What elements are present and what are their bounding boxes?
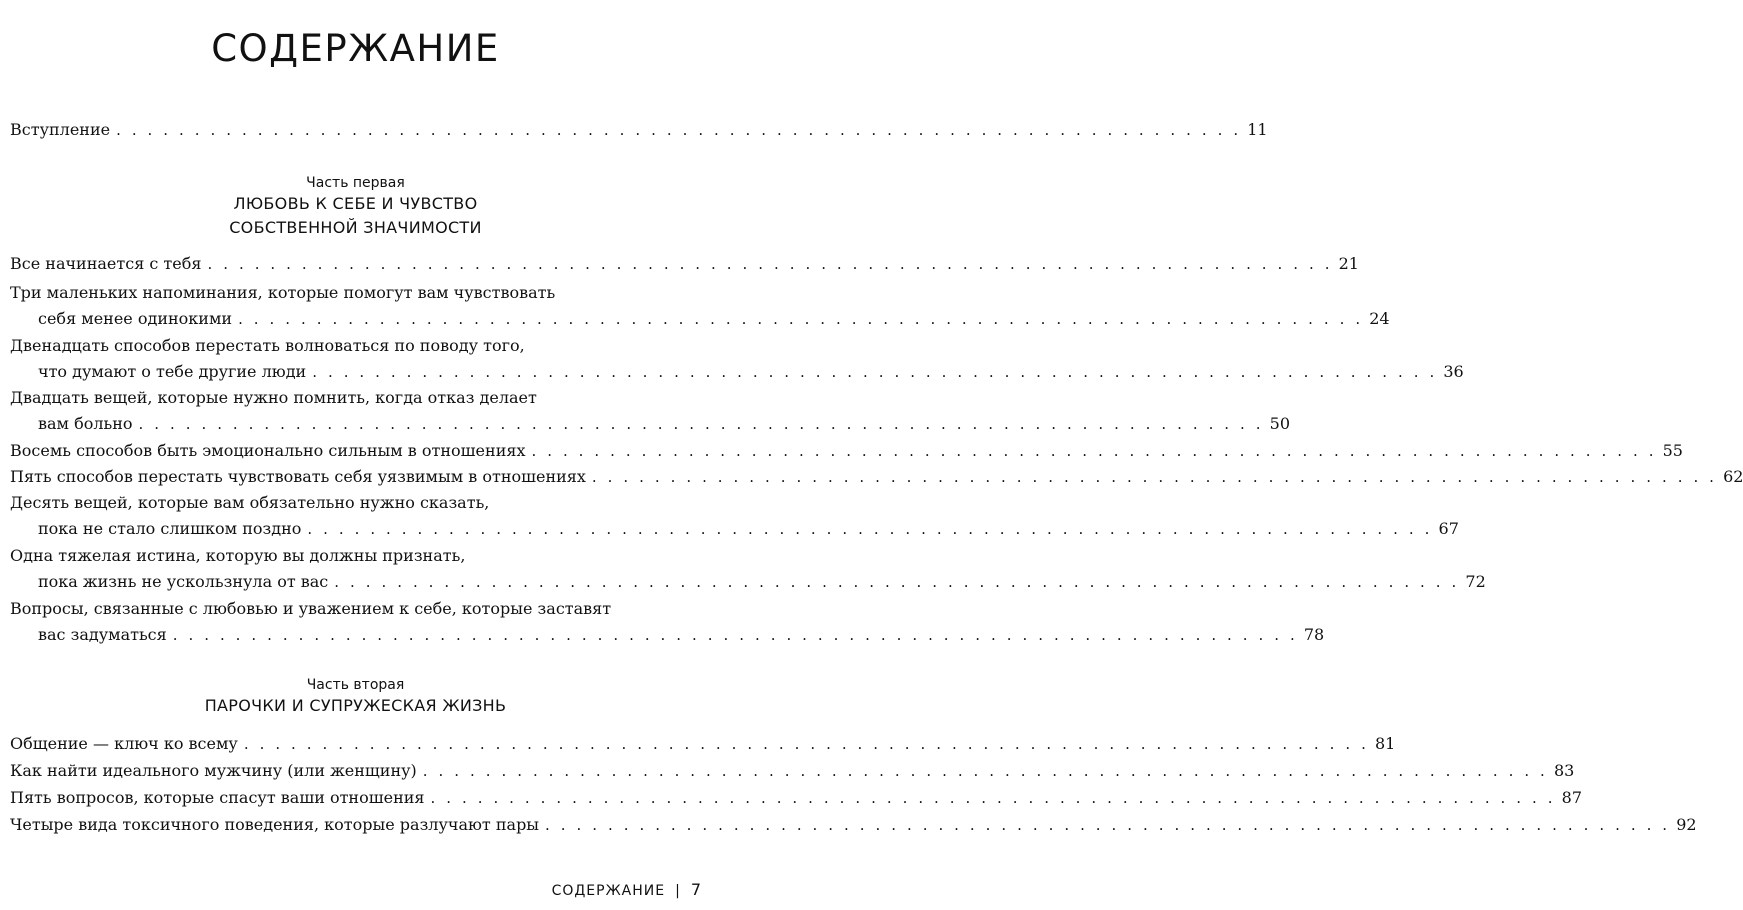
toc-entry-text-continued: вас задуматься bbox=[38, 625, 167, 644]
dot-leader: . . . . . . . . . . . . . . . . . . . . . . . . . . . . . . . . . . . . . . . . . . . . . . . . . . . . . . . . . . . . . . . . . . . . . . . . bbox=[531, 442, 1657, 460]
toc-entry[interactable] bbox=[10, 280, 1390, 332]
toc-entry[interactable] bbox=[10, 731, 1396, 757]
toc-entry-text-continued: что думают о тебе другие люди bbox=[38, 362, 307, 381]
dot-leader: . . . . . . . . . . . . . . . . . . . . . . . . . . . . . . . . . . . . . . . . . . . . . . . . . . . . . . . . . . . . . . . . . . . . . . . . bbox=[307, 520, 1433, 538]
toc-page-number: 72 bbox=[1465, 572, 1486, 591]
toc-entry[interactable] bbox=[10, 758, 1575, 784]
toc-entry-text: Вступление bbox=[10, 120, 111, 139]
toc-entry-text: Три маленьких напоминания, которые помогут вам чувствовать bbox=[10, 283, 556, 302]
footer-page-number: 7 bbox=[690, 880, 701, 899]
toc-page-number: 92 bbox=[1676, 815, 1697, 834]
dot-leader: . . . . . . . . . . . . . . . . . . . . . . . . . . . . . . . . . . . . . . . . . . . . . . . . . . . . . . . . . . . . . . . . . . . . . . . . bbox=[312, 363, 1438, 381]
part-one-title-line-2: СОБСТВЕННОЙ ЗНАЧИМОСТИ bbox=[229, 218, 482, 237]
toc-entry[interactable] bbox=[10, 785, 1582, 811]
toc-entry[interactable] bbox=[10, 543, 1486, 595]
toc-entry-text: Восемь способов быть эмоционально сильным в отношениях bbox=[10, 441, 526, 460]
part-two-label: Часть вторая bbox=[306, 677, 405, 693]
toc-entry[interactable] bbox=[10, 385, 1291, 437]
toc-entry-intro[interactable] bbox=[10, 117, 1268, 143]
dot-leader: . . . . . . . . . . . . . . . . . . . . . . . . . . . . . . . . . . . . . . . . . . . . . . . . . . . . . . . . . . . . . . . . . . . . . . . . bbox=[116, 121, 1242, 139]
toc-page-number: 24 bbox=[1369, 309, 1390, 328]
toc-page-number: 81 bbox=[1374, 734, 1396, 753]
dot-leader: . . . . . . . . . . . . . . . . . . . . . . . . . . . . . . . . . . . . . . . . . . . . . . . . . . . . . . . . . . . . . . . . . . . . . . . . bbox=[545, 816, 1671, 834]
dot-leader: . . . . . . . . . . . . . . . . . . . . . . . . . . . . . . . . . . . . . . . . . . . . . . . . . . . . . . . . . . . . . . . . . . . . . . . . bbox=[422, 762, 1548, 780]
running-footer bbox=[552, 880, 701, 901]
part-one-label: Часть первая bbox=[306, 175, 405, 191]
footer-section-title: СОДЕРЖАНИЕ bbox=[551, 883, 666, 899]
toc-entry-text: Вопросы, связанные с любовью и уважением к себе, которые заставят bbox=[10, 599, 612, 618]
toc-entry[interactable] bbox=[10, 490, 1459, 542]
dot-leader: . . . . . . . . . . . . . . . . . . . . . . . . . . . . . . . . . . . . . . . . . . . . . . . . . . . . . . . . . . . . . . . . . . . . . . . . bbox=[591, 468, 1718, 486]
toc-page-number: 11 bbox=[1247, 120, 1268, 139]
toc-entry-text: Общение — ключ ко всему bbox=[10, 734, 238, 753]
toc-entry[interactable] bbox=[10, 464, 1743, 490]
toc-entry-text: Двенадцать способов перестать волноваться по поводу того, bbox=[10, 336, 525, 355]
toc-page-number: 21 bbox=[1338, 254, 1359, 273]
toc-entry[interactable] bbox=[10, 596, 1325, 648]
footer-separator: | bbox=[675, 883, 681, 899]
toc-entry-text-continued: пока не стало слишком поздно bbox=[38, 519, 302, 538]
dot-leader: . . . . . . . . . . . . . . . . . . . . . . . . . . . . . . . . . . . . . . . . . . . . . . . . . . . . . . . . . . . . . . . . . . . . . . . . bbox=[334, 573, 1460, 591]
toc-entry[interactable] bbox=[10, 812, 1697, 838]
toc-entry-text: Десять вещей, которые вам обязательно нужно сказать, bbox=[10, 493, 490, 512]
toc-page-number: 87 bbox=[1561, 788, 1582, 807]
toc-entry-text-continued: вам больно bbox=[38, 414, 133, 433]
part-two-title: ПАРОЧКИ И СУПРУЖЕСКАЯ ЖИЗНЬ bbox=[204, 696, 507, 715]
toc-entry-text: Пять вопросов, которые спасут ваши отношения bbox=[10, 788, 425, 807]
toc-entry-text: Как найти идеального мужчину (или женщину) bbox=[10, 761, 417, 780]
dot-leader: . . . . . . . . . . . . . . . . . . . . . . . . . . . . . . . . . . . . . . . . . . . . . . . . . . . . . . . . . . . . . . . . . . . . . . . . bbox=[430, 789, 1556, 807]
page-title: СОДЕРЖАНИЕ bbox=[211, 26, 500, 70]
toc-page-number: 78 bbox=[1303, 625, 1325, 644]
toc-entry-text-continued: пока жизнь не ускользнула от вас bbox=[38, 572, 329, 591]
toc-entry-text: Пять способов перестать чувствовать себя уязвимым в отношениях bbox=[10, 467, 586, 486]
toc-entry-text: Одна тяжелая истина, которую вы должны признать, bbox=[10, 546, 466, 565]
toc-page-number: 62 bbox=[1723, 467, 1743, 486]
toc-entry[interactable] bbox=[10, 333, 1464, 385]
dot-leader: . . . . . . . . . . . . . . . . . . . . . . . . . . . . . . . . . . . . . . . . . . . . . . . . . . . . . . . . . . . . . . . . . . . . . . . . bbox=[207, 255, 1333, 273]
toc-page-number: 36 bbox=[1443, 362, 1464, 381]
toc-entry[interactable] bbox=[10, 438, 1683, 464]
toc-page-number: 55 bbox=[1662, 441, 1683, 460]
toc-page-number: 67 bbox=[1438, 519, 1459, 538]
dot-leader: . . . . . . . . . . . . . . . . . . . . . . . . . . . . . . . . . . . . . . . . . . . . . . . . . . . . . . . . . . . . . . . . . . . . . . . . bbox=[172, 626, 1298, 644]
toc-entry-text-continued: себя менее одинокими bbox=[38, 309, 233, 328]
dot-leader: . . . . . . . . . . . . . . . . . . . . . . . . . . . . . . . . . . . . . . . . . . . . . . . . . . . . . . . . . . . . . . . . . . . . . . . . bbox=[238, 310, 1364, 328]
dot-leader: . . . . . . . . . . . . . . . . . . . . . . . . . . . . . . . . . . . . . . . . . . . . . . . . . . . . . . . . . . . . . . . . . . . . . . . . bbox=[243, 735, 1369, 753]
toc-entry-text: Четыре вида токсичного поведения, которые разлучают пары bbox=[10, 815, 540, 834]
part-one-title-line-1: ЛЮБОВЬ К СЕБЕ И ЧУВСТВО bbox=[233, 194, 478, 213]
toc-entry-text: Все начинается с тебя bbox=[10, 254, 202, 273]
dot-leader: . . . . . . . . . . . . . . . . . . . . . . . . . . . . . . . . . . . . . . . . . . . . . . . . . . . . . . . . . . . . . . . . . . . . . . . . bbox=[138, 415, 1264, 433]
toc-entry[interactable] bbox=[10, 251, 1359, 277]
toc-entry-text: Двадцать вещей, которые нужно помнить, когда отказ делает bbox=[10, 388, 537, 407]
toc-page-number: 83 bbox=[1553, 761, 1575, 780]
toc-page-number: 50 bbox=[1269, 414, 1291, 433]
